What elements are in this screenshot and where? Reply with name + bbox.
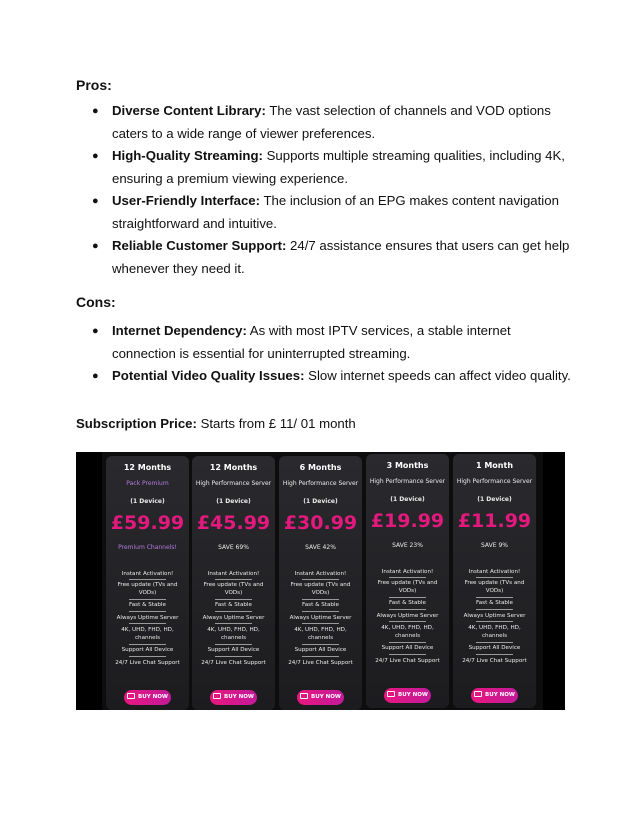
feature-divider [129,599,166,600]
feature-divider [129,644,166,645]
feature-divider [129,656,166,657]
cons-list [92,320,572,388]
plan-feature: 4K, UHD, FHD, HD, channels [121,627,174,641]
buy-now-label: BUY NOW [138,694,168,700]
tv-icon [127,693,135,699]
buy-now-button[interactable] [210,690,257,705]
feature-divider [476,654,513,655]
bullet-icon: ● [92,325,99,337]
plan-subtitle: High Performance Server [195,480,272,487]
cons-heading: Cons: [76,294,116,310]
tv-icon [300,693,308,699]
plan-feature: Instant Activation! [468,569,521,575]
feature-divider [302,599,339,600]
item-text: The vast selection of channels and VOD options caters to a wide range of viewer preferences. [112,103,551,141]
feature-divider [215,644,252,645]
plan-save: SAVE 69% [218,544,249,551]
subscription-text: Starts from £ 11/ 01 month [196,416,356,431]
pricing-card [366,454,449,708]
buy-now-button[interactable] [124,690,171,705]
pros-list [92,100,572,280]
plan-feature: Fast & Stable [302,602,339,608]
feature-divider [215,599,252,600]
feature-divider [389,597,426,598]
feature-divider [215,656,252,657]
plan-feature: Free update (TVs and VODs) [290,582,351,596]
feature-divider [129,579,166,580]
plan-feature: Support All Device [207,647,260,653]
plan-feature: Instant Activation! [381,569,434,575]
item-title: Potential Video Quality Issues: [112,368,305,383]
item-title: Diverse Content Library: [112,103,266,118]
item-text: 24/7 assistance ensures that users can get help whenever they need it. [112,238,570,276]
bullet-icon: ● [92,370,99,382]
plan-price: £11.99 [457,510,532,532]
plan-device: (1 Device) [477,496,512,503]
bullet-icon: ● [92,195,99,207]
pricing-card [279,456,362,710]
plan-feature: Always Uptime Server [116,615,179,621]
plan-feature: Free update (TVs and VODs) [377,580,438,594]
plan-title: 6 Months [299,463,342,472]
feature-divider [302,579,339,580]
feature-divider [476,609,513,610]
pros-heading: Pros: [76,77,112,93]
bullet-icon: ● [92,240,99,252]
feature-divider [215,623,252,624]
plan-price: £19.99 [370,510,445,532]
plan-feature: Free update (TVs and VODs) [203,582,264,596]
buy-now-label: BUY NOW [485,692,515,698]
item-text: The inclusion of an EPG makes content navigation straightforward and intuitive. [112,193,559,231]
plan-title: 12 Months [123,463,172,472]
plan-subtitle: High Performance Server [282,480,359,487]
plan-feature: Support All Device [381,645,434,651]
cons-item [92,365,572,388]
feature-divider [302,644,339,645]
plan-subtitle: High Performance Server [456,478,533,485]
buy-now-label: BUY NOW [311,694,341,700]
item-text: As with most IPTV services, a stable internet connection is essential for uninterrupted streaming. [112,323,511,361]
feature-divider [302,656,339,657]
plan-feature: 24/7 Live Chat Support [462,658,527,664]
plan-feature: 4K, UHD, FHD, HD, channels [294,627,347,641]
feature-divider [476,577,513,578]
bullet-icon: ● [92,105,99,117]
plan-title: 3 Months [386,461,429,470]
item-title: High-Quality Streaming: [112,148,263,163]
plan-feature: Instant Activation! [294,571,347,577]
plan-feature: Fast & Stable [129,602,166,608]
feature-divider [215,579,252,580]
plan-feature: Always Uptime Server [289,615,352,621]
item-text: Slow internet speeds can affect video quality. [304,368,571,383]
plan-feature: Fast & Stable [215,602,252,608]
plan-feature: Always Uptime Server [463,613,526,619]
pros-item [92,145,572,190]
buy-now-button[interactable] [384,688,431,703]
item-text: Supports multiple streaming qualities, including 4K, ensuring a premium viewing experience. [112,148,565,186]
feature-divider [389,654,426,655]
plan-device: (1 Device) [390,496,425,503]
buy-now-label: BUY NOW [224,694,254,700]
tv-icon [474,691,482,697]
feature-divider [215,611,252,612]
pros-item [92,190,572,235]
plan-feature: Always Uptime Server [202,615,265,621]
plan-price: £30.99 [283,512,358,534]
plan-feature: 24/7 Live Chat Support [288,660,353,666]
image-border [543,452,565,710]
plan-feature: 24/7 Live Chat Support [201,660,266,666]
pros-item [92,100,572,145]
plan-title: 12 Months [209,463,258,472]
tv-icon [387,691,395,697]
plan-save: SAVE 9% [481,542,508,549]
feature-divider [389,577,426,578]
feature-divider [389,642,426,643]
item-title: Internet Dependency: [112,323,247,338]
plan-title: 1 Month [475,461,514,470]
item-title: User-Friendly Interface: [112,193,261,208]
plan-feature: 24/7 Live Chat Support [375,658,440,664]
feature-divider [476,597,513,598]
subscription-price [76,416,356,431]
feature-divider [389,621,426,622]
image-border [76,452,102,710]
plan-feature: Instant Activation! [121,571,174,577]
buy-now-button[interactable] [471,688,518,703]
buy-now-label: BUY NOW [398,692,428,698]
pricing-card [453,454,536,708]
plan-feature: Support All Device [121,647,174,653]
feature-divider [476,642,513,643]
plan-save: SAVE 23% [392,542,423,549]
feature-divider [302,623,339,624]
plan-feature: Free update (TVs and VODs) [464,580,525,594]
plan-subtitle: High Performance Server [369,478,446,485]
plan-feature: 4K, UHD, FHD, HD, channels [207,627,260,641]
plan-feature: Free update (TVs and VODs) [117,582,178,596]
plan-price: £45.99 [196,512,271,534]
pricing-card [106,456,189,710]
buy-now-button[interactable] [297,690,344,705]
plan-feature: Fast & Stable [389,600,426,606]
plan-feature: Support All Device [294,647,347,653]
plan-feature: 4K, UHD, FHD, HD, channels [381,625,434,639]
plan-save: SAVE 42% [305,544,336,551]
plan-device: (1 Device) [130,498,165,505]
feature-divider [302,611,339,612]
item-title: Reliable Customer Support: [112,238,287,253]
feature-divider [129,611,166,612]
feature-divider [129,623,166,624]
bullet-icon: ● [92,150,99,162]
feature-divider [476,621,513,622]
feature-divider [389,609,426,610]
plan-feature: Instant Activation! [207,571,260,577]
pricing-card [192,456,275,710]
plan-device: (1 Device) [216,498,251,505]
tv-icon [213,693,221,699]
cons-item [92,320,572,365]
plan-feature: Fast & Stable [476,600,513,606]
plan-feature: Support All Device [468,645,521,651]
plan-feature: 4K, UHD, FHD, HD, channels [468,625,521,639]
plan-save: Premium Channels! [118,544,177,551]
plan-subtitle: Pack Premium [126,480,169,487]
pricing-table-image [76,452,565,710]
subscription-label: Subscription Price: [76,416,197,431]
pros-item [92,235,572,280]
plan-feature: 24/7 Live Chat Support [115,660,180,666]
plan-device: (1 Device) [303,498,338,505]
plan-feature: Always Uptime Server [376,613,439,619]
plan-price: £59.99 [110,512,185,534]
